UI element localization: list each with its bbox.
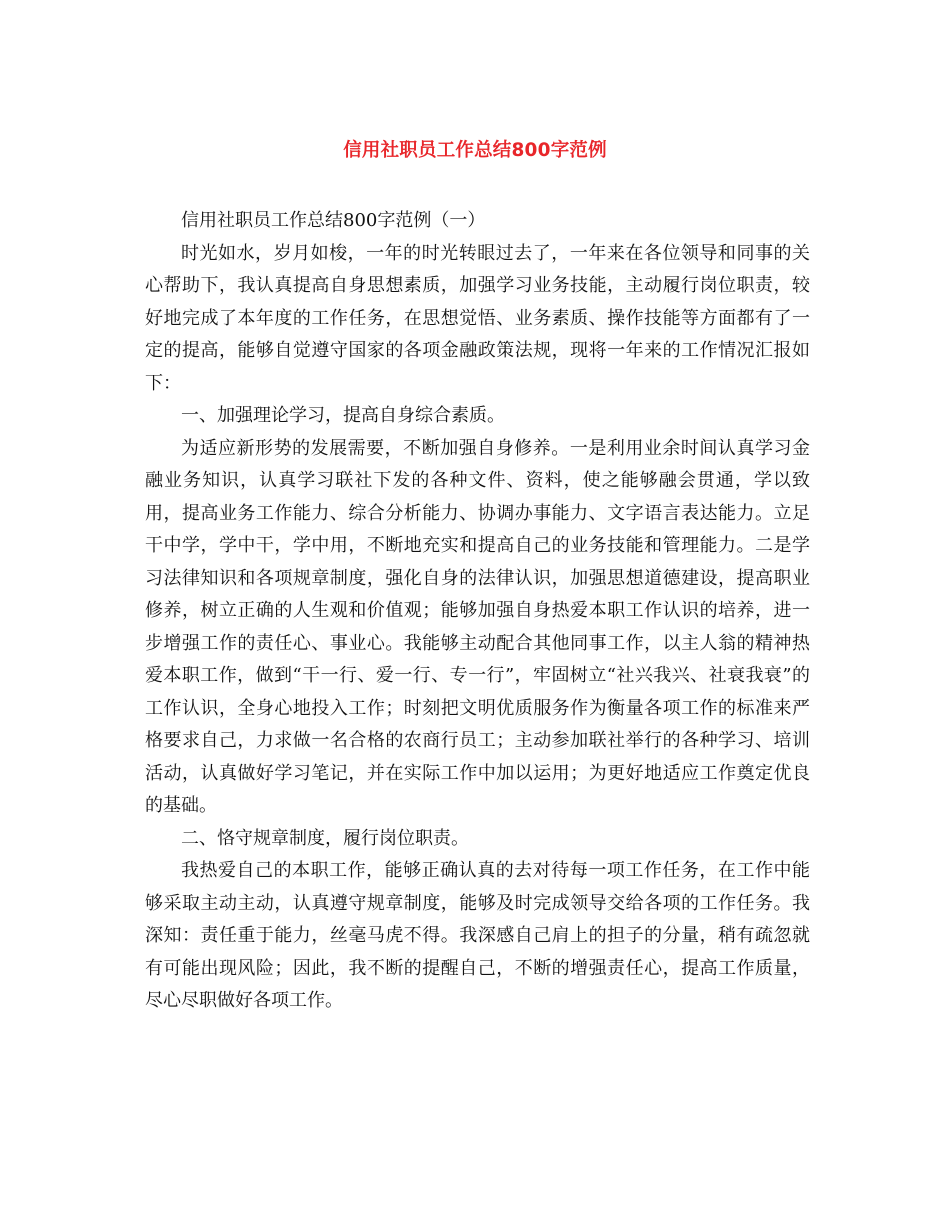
- paragraph-section-1: 为适应新形势的发展需要，不断加强自身修养。一是利用业余时间认真学习金融业务知识，认真学习联社下发的各种文件、资料，使之能够融会贯通，学以致用，提高业务工作能力、综合分析能力、协调办事能力、文字语言表达能力。立足干中学，学中干，学中用，不断地充实和提高自己的业务技能和管理能力。二是学习法律知识和各项规章制度，强化自身的法律认识，加强思想道德建设，提高职业修养，树立正确的人生观和价值观；能够加强自身热爱本职工作认识的培养，进一步增强工作的责任心、事业心。我能够主动配合其他同事工作，以主人翁的精神热爱本职工作，做到“干一行、爱一行、专一行”，牢固树立“社兴我兴、社衰我衰”的工作认识，全身心地投入工作；时刻把文明优质服务作为衡量各项工作的标准来严格要求自己，力求做一名合格的农商行员工；主动参加联社举行的各种学习、培训活动，认真做好学习笔记，并在实际工作中加以运用；为更好地适应工作奠定优良的基础。: [145, 437, 810, 816]
- section-heading-1: 一、加强理论学习，提高自身综合素质。: [181, 405, 505, 426]
- paragraph-subtitle: 信用社职员工作总结800字范例（一）: [181, 210, 486, 231]
- paragraph-section-2: 我热爱自己的本职工作，能够正确认真的去对待每一项工作任务，在工作中能够采取主动主动，认真遵守规章制度，能够及时完成领导交给各项的工作任务。我深知：责任重于能力，丝毫马虎不得。我深感自己肩上的担子的分量，稍有疏忽就有可能出现风险；因此，我不断的提醒自己，不断的增强责任心，提高工作质量，尽心尽职做好各项工作。: [145, 860, 810, 1011]
- document-title: 信用社职员工作总结800字范例: [343, 140, 607, 161]
- paragraph-intro: 时光如水，岁月如梭，一年的时光转眼过去了，一年来在各位领导和同事的关心帮助下，我认真提高自身思想素质，加强学习业务技能，主动履行岗位职责，较好地完成了本年度的工作任务，在思想觉悟、业务素质、操作技能等方面都有了一定的提高，能够自觉遵守国家的各项金融政策法规，现将一年来的工作情况汇报如下：: [145, 242, 810, 394]
- section-heading-2: 二、恪守规章制度，履行岗位职责。: [181, 827, 469, 849]
- document-body: [145, 205, 810, 1018]
